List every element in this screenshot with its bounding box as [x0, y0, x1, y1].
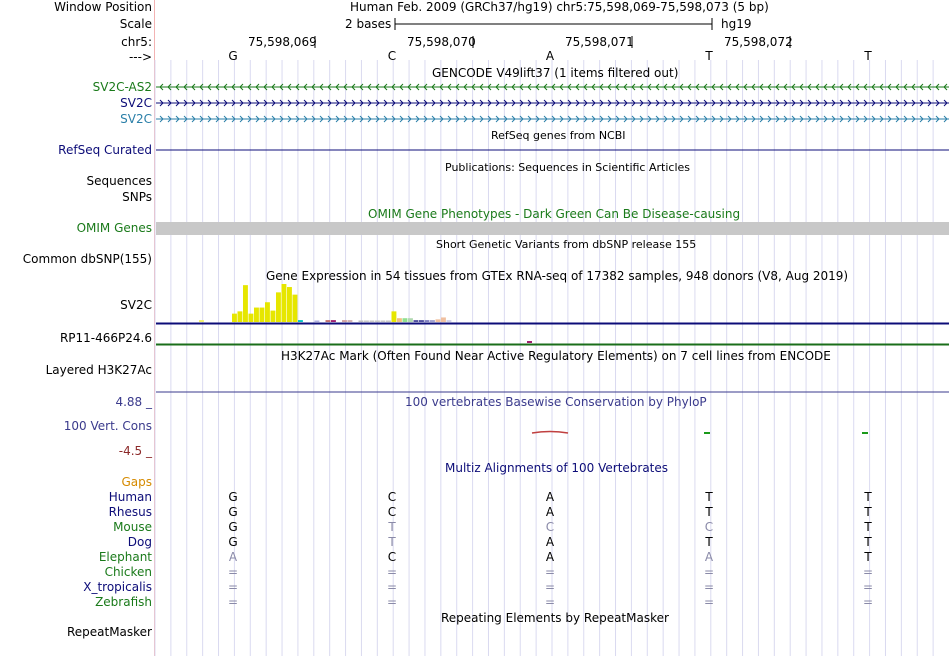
ref-base: G	[228, 49, 238, 63]
assembly-label: hg19	[721, 17, 752, 31]
gtex-tissue-bar	[403, 318, 408, 322]
alignment-base: T	[864, 490, 872, 504]
gtex-tissue-bar	[287, 287, 292, 322]
alignment-base: =	[703, 580, 715, 594]
alignment-base: C	[387, 490, 397, 504]
alignment-base: C	[704, 520, 714, 534]
alignment-base: =	[227, 580, 239, 594]
alignment-base: =	[862, 595, 874, 609]
scale-text: 2 bases	[345, 17, 392, 31]
gtex-tissue-bar	[249, 314, 254, 322]
alignment-base: =	[862, 565, 874, 579]
pubs-track-title[interactable]: Publications: Sequences in Scientific Articles	[445, 161, 690, 174]
gtex-tissue-bar	[441, 317, 446, 322]
gtex-tissue-bar	[232, 314, 237, 322]
species-label[interactable]: Mouse	[113, 520, 152, 534]
alignment-base: =	[227, 565, 239, 579]
alignment-base: A	[704, 550, 714, 564]
alignment-base: G	[228, 490, 238, 504]
alignment-base: G	[228, 520, 238, 534]
dbsnp-label[interactable]: Common dbSNP(155)	[22, 252, 152, 266]
alignment-base: =	[544, 565, 556, 579]
gtex-tissue-bar	[359, 320, 364, 322]
gencode-label-sv2c-as2[interactable]: SV2C-AS2	[92, 80, 152, 94]
gtex-tissue-bar	[419, 320, 424, 322]
gtex-tissue-bar	[331, 320, 336, 322]
alignment-base: =	[386, 595, 398, 609]
coord-label: 75,598,069	[248, 35, 317, 49]
coord-label: 75,598,070	[407, 35, 476, 49]
refseq-label[interactable]: RefSeq Curated	[58, 143, 152, 157]
pubs-label-sequences[interactable]: Sequences	[86, 174, 152, 188]
gtex-tissue-bar	[392, 311, 397, 322]
refseq-track-title[interactable]: RefSeq genes from NCBI	[491, 129, 626, 142]
gtex-label-rp11[interactable]: RP11-466P24.6	[59, 331, 152, 345]
gencode-track-title[interactable]: GENCODE V49lift37 (1 items filtered out)	[432, 66, 679, 80]
gtex-tissue-bar	[527, 341, 532, 343]
alignment-base: G	[228, 535, 238, 549]
gtex-tissue-bar	[243, 285, 248, 322]
alignment-base: G	[228, 505, 238, 519]
gtex-tissue-bar	[254, 308, 259, 322]
dbsnp-track-title[interactable]: Short Genetic Variants from dbSNP release 155	[436, 238, 697, 251]
alignment-base: T	[388, 520, 396, 534]
alignment-base: T	[705, 490, 713, 504]
gtex-tissue-bar	[381, 320, 386, 322]
alignment-base: T	[864, 505, 872, 519]
ref-base: A	[545, 49, 555, 63]
gtex-tissue-bar	[364, 320, 369, 322]
alignment-base: C	[387, 505, 397, 519]
species-label[interactable]: Dog	[127, 535, 152, 549]
gtex-tissue-bar	[436, 319, 441, 322]
chrom-label: chr5:	[121, 35, 152, 49]
h3k27ac-track-title[interactable]: H3K27Ac Mark (Often Found Near Active Regulatory Elements) on 7 cell lines from ENCODE	[281, 349, 831, 363]
phylop-track-title[interactable]: 100 vertebrates Basewise Conservation by PhyloP	[405, 395, 707, 409]
alignment-base: C	[387, 550, 397, 564]
repeatmasker-label[interactable]: RepeatMasker	[66, 625, 152, 639]
alignment-base: T	[864, 550, 872, 564]
gencode-label-sv2c[interactable]: SV2C	[120, 96, 152, 110]
alignment-base: =	[703, 595, 715, 609]
species-label[interactable]: Rhesus	[108, 505, 152, 519]
species-label[interactable]: Chicken	[104, 565, 152, 579]
alignment-base: A	[228, 550, 238, 564]
window-position-label: Window Position	[54, 0, 152, 14]
gtex-tissue-bar	[282, 284, 287, 322]
multiz-gaps-label[interactable]: Gaps	[121, 475, 152, 489]
phylop-label[interactable]: 100 Vert. Cons	[63, 419, 152, 433]
alignment-base: T	[864, 535, 872, 549]
alignment-base: A	[545, 505, 555, 519]
gtex-tissue-bar	[370, 320, 375, 322]
gtex-tissue-bar	[276, 292, 281, 322]
repeatmasker-track-title[interactable]: Repeating Elements by RepeatMasker	[441, 611, 669, 625]
gtex-tissue-bar	[260, 308, 265, 322]
alignment-base: =	[227, 595, 239, 609]
alignment-base: =	[703, 565, 715, 579]
alignment-base: =	[862, 580, 874, 594]
gtex-tissue-bar	[375, 320, 380, 322]
gtex-tissue-bar	[342, 320, 347, 322]
gtex-tissue-bar	[408, 318, 413, 322]
gtex-tissue-bar	[265, 302, 270, 322]
gtex-tissue-bar	[386, 320, 391, 322]
alignment-base: A	[545, 490, 555, 504]
ref-base: T	[705, 49, 713, 63]
gtex-tissue-bar	[315, 320, 320, 322]
phylop-min-label: -4.5 _	[118, 444, 152, 458]
strand-label: --->	[128, 50, 152, 64]
alignment-base: T	[864, 520, 872, 534]
gtex-tissue-bar	[271, 311, 276, 322]
gencode-label-sv2c-alt[interactable]: SV2C	[120, 112, 152, 126]
h3k27ac-label[interactable]: Layered H3K27Ac	[45, 363, 152, 377]
phylop-signal	[532, 432, 568, 434]
alignment-base: A	[545, 535, 555, 549]
gtex-tissue-bar	[425, 320, 430, 322]
species-label[interactable]: Zebrafish	[95, 595, 152, 609]
gtex-tissue-bar	[414, 320, 419, 322]
species-label[interactable]: X_tropicalis	[83, 580, 152, 594]
multiz-track-title[interactable]: Multiz Alignments of 100 Vertebrates	[445, 461, 669, 475]
gtex-tissue-bar	[447, 320, 452, 322]
pubs-label-snps[interactable]: SNPs	[122, 190, 152, 204]
window-position-text: Human Feb. 2009 (GRCh37/hg19) chr5:75,598,069-75,598,073 (5 bp)	[350, 0, 769, 14]
gtex-tissue-bar	[326, 320, 331, 322]
gtex-tissue-bar	[397, 318, 402, 322]
ref-base: C	[387, 49, 397, 63]
alignment-base: T	[388, 535, 396, 549]
gtex-tissue-bar	[199, 320, 204, 322]
gtex-label-sv2c[interactable]: SV2C	[120, 298, 152, 312]
species-label[interactable]: Human	[108, 490, 152, 504]
omim-track-title[interactable]: OMIM Gene Phenotypes - Dark Green Can Be Disease-causing	[368, 207, 741, 221]
gtex-track-title[interactable]: Gene Expression in 54 tissues from GTEx RNA-seq of 17382 samples, 948 donors (V8, Aug 2019)	[266, 269, 849, 283]
gtex-tissue-bar	[430, 320, 435, 322]
gtex-tissue-bar	[298, 320, 303, 322]
alignment-base: =	[544, 580, 556, 594]
omim-phenotype-bar	[156, 222, 949, 235]
alignment-base: A	[545, 550, 555, 564]
alignment-base: =	[386, 565, 398, 579]
scale-label: Scale	[119, 17, 152, 31]
gtex-tissue-bar	[348, 320, 353, 322]
alignment-base: T	[705, 535, 713, 549]
phylop-max-label: 4.88 _	[115, 395, 152, 409]
gtex-tissue-bar	[238, 311, 243, 322]
coord-label: 75,598,072	[724, 35, 793, 49]
alignment-base: =	[386, 580, 398, 594]
alignment-base: T	[705, 505, 713, 519]
coord-label: 75,598,071	[565, 35, 634, 49]
species-label[interactable]: Elephant	[98, 550, 152, 564]
ref-base: T	[864, 49, 872, 63]
omim-label[interactable]: OMIM Genes	[76, 221, 152, 235]
gtex-tissue-bar	[293, 295, 298, 322]
alignment-base: C	[545, 520, 555, 534]
alignment-base: =	[544, 595, 556, 609]
